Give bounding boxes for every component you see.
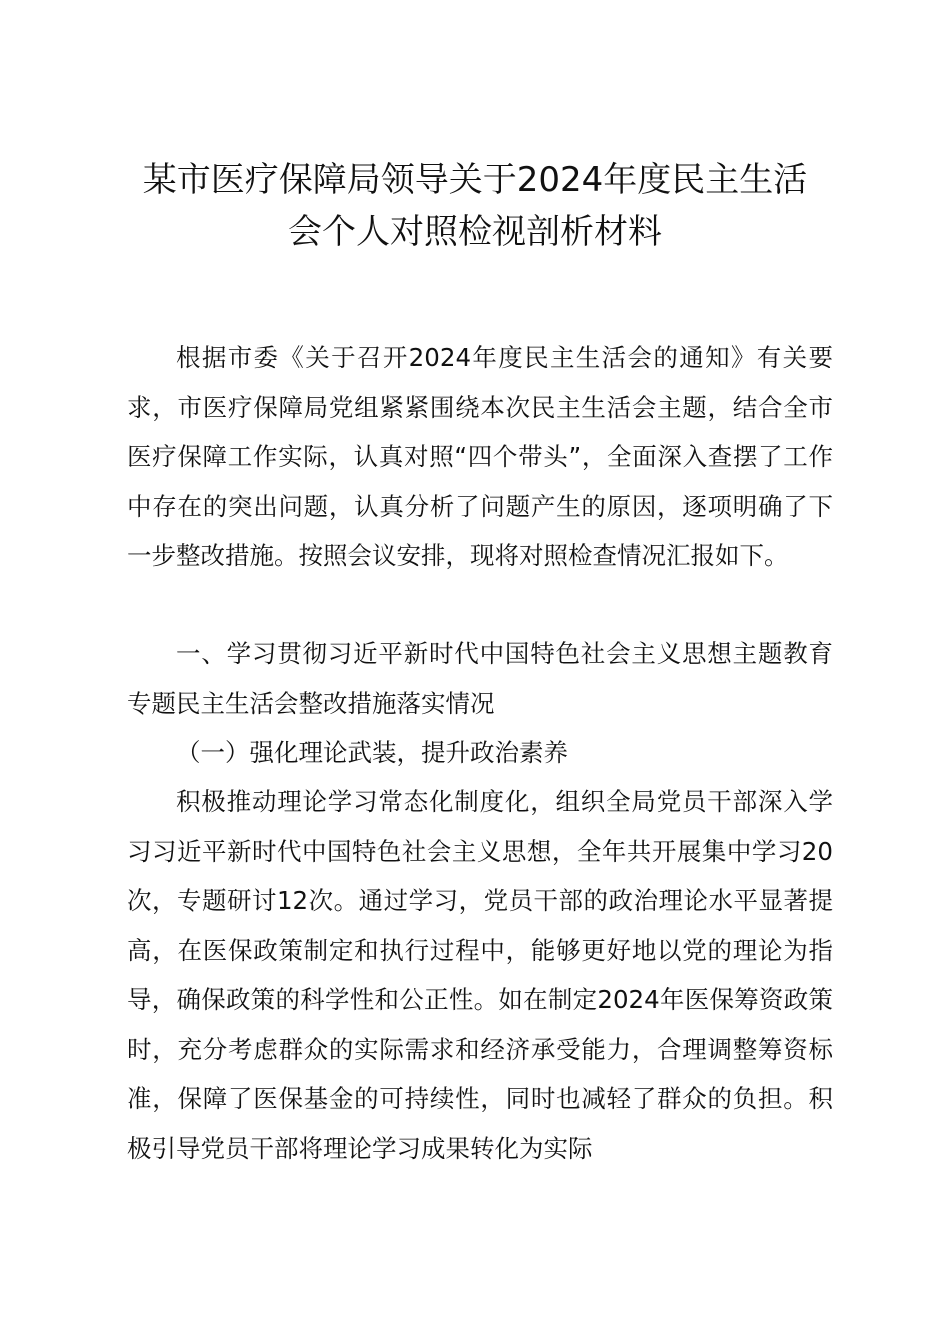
section-heading-1: 一、学习贯彻习近平新时代中国特色社会主义思想主题教育专题民主生活会整改措施落实情况 [127, 639, 833, 718]
document-title-line2: 会个人对照检视剖析材料 [288, 212, 662, 252]
document-title-line1: 某市医疗保障局领导关于2024年度民主生活 [142, 160, 808, 200]
intro-paragraph: 根据市委《关于召开2024年度民主生活会的通知》有关要求，市医疗保障局党组紧紧围绕本次民主生活会主题，结合全市医疗保障工作实际，认真对照“四个带头”，全面深入查摆了工作中存在的突出问题，认真分析了问题产生的原因，逐项明确了下一步整改措施。按照会议安排，现将对照检查情况汇报如下。 [127, 343, 833, 570]
body-paragraph: 积极推动理论学习常态化制度化，组织全局党员干部深入学习习近平新时代中国特色社会主义思想，全年共开展集中学习20次，专题研讨12次。通过学习，党员干部的政治理论水平显著提高，在医保政策制定和执行过程中，能够更好地以党的理论为指导，确保政策的科学性和公正性。如在制定2024年医保筹资政策时，充分考虑群众的实际需求和经济承受能力，合理调整筹资标准，保障了医保基金的可持续性，同时也减轻了群众的负担。积极引导党员干部将理论学习成果转化为实际 [127, 787, 833, 1163]
subsection-heading-1: （一）强化理论武装，提升政治素养 [176, 738, 568, 767]
